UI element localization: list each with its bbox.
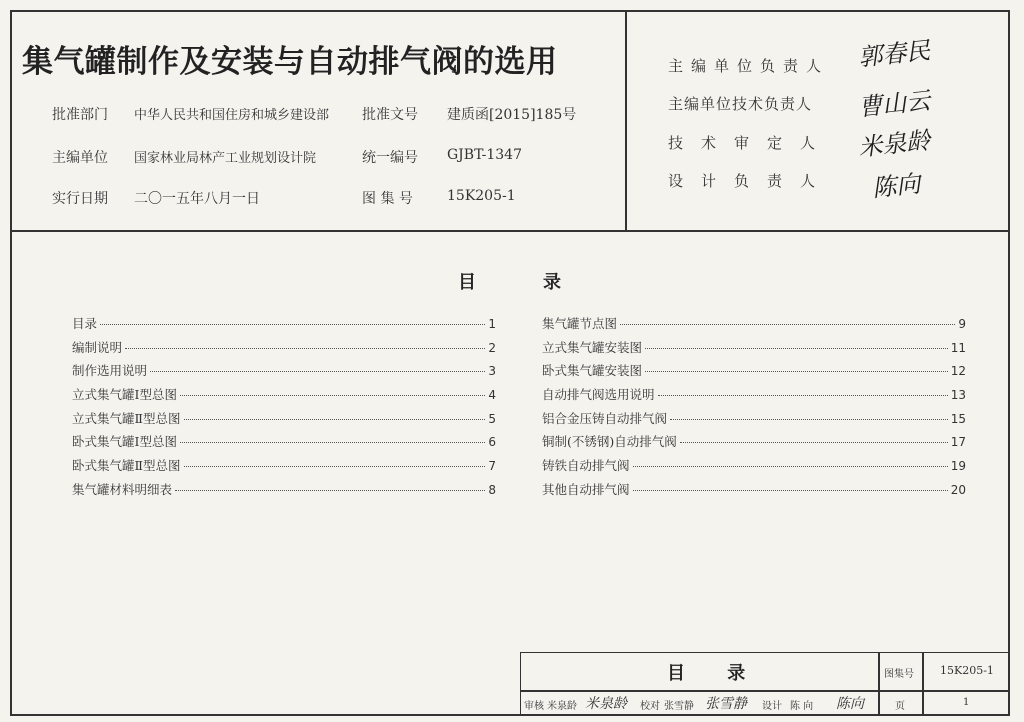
toc-item[interactable]: 铝合金压铸自动排气阀 15 [542,410,966,426]
title-block-title: 目 录 [667,663,764,684]
toc-heading-left: 目 [458,272,476,293]
atlas-number: 15K205-1 [940,664,994,677]
toc-column-left [72,314,496,504]
page-number: 1 [963,697,970,708]
check-signature: 张雪静 [705,696,747,712]
toc-item[interactable]: 目录 1 [72,316,496,331]
design-label: 设计 [762,701,782,712]
compiler-label: 主编单位 [52,150,108,166]
design-signature: 陈向 [836,696,864,712]
header-column-divider [625,10,627,231]
signature: 郭春民 [856,36,932,72]
toc-item[interactable]: 立式集气罐Ⅱ型总图 5 [72,410,496,426]
toc-heading-right: 录 [543,272,561,293]
approving-dept: 中华人民共和国住房和城乡建设部 [134,108,330,123]
page-title: 集气罐制作及安装与自动排气阀的选用 [22,44,558,80]
design-name: 陈 向 [790,701,814,712]
signature: 曹山云 [856,86,932,122]
toc-item[interactable]: 立式集气罐安装图 11 [542,339,966,355]
approval-no: 建质函[2015]185号 [447,107,577,123]
atlas-no-label: 图 集 号 [362,191,413,207]
responsible-role: 主编单位技术负责人 [668,95,813,113]
toc-item[interactable]: 其他自动排气阀 20 [542,481,966,497]
toc-item[interactable]: 集气罐材料明细表 8 [72,481,496,497]
title-block-divider [878,652,880,716]
responsible-role: 主编单位负责人 [668,57,830,75]
toc-item[interactable]: 卧式集气罐Ⅱ型总图 7 [72,458,496,474]
review-name: 米泉龄 [547,701,577,712]
toc-item[interactable]: 集气罐节点图 9 [542,316,966,331]
effective-date: 二〇一五年八月一日 [134,191,260,207]
toc-item[interactable]: 自动排气阀选用说明 13 [542,387,966,403]
unified-no-label: 统一编号 [362,150,418,166]
unified-no: GJBT-1347 [447,147,522,163]
effective-label: 实行日期 [52,191,108,207]
atlas-no: 15K205-1 [447,188,516,204]
title-block-divider [520,690,1010,692]
compiler: 国家林业局林产工业规划设计院 [134,151,317,166]
header-divider [10,230,1010,232]
page-label: 页 [895,701,905,712]
toc-item[interactable]: 铸铁自动排气阀 19 [542,458,966,474]
toc-item[interactable]: 卧式集气罐安装图 12 [542,363,966,379]
toc-item[interactable]: 制作选用说明 3 [72,363,496,379]
toc-item[interactable]: 铜制(不锈钢)自动排气阀 17 [542,434,966,450]
toc-column-right [542,314,966,504]
check-name: 张雪静 [664,701,694,712]
toc-item[interactable]: 立式集气罐Ⅰ型总图 4 [72,387,496,403]
check-label: 校对 [640,701,660,712]
toc-item[interactable]: 编制说明 2 [72,339,496,355]
signature: 米泉龄 [856,126,932,162]
atlas-label: 图集号 [884,669,914,680]
responsible-role: 技术审定人 [668,134,834,152]
signature: 陈向 [870,169,922,203]
responsible-role: 设计负责人 [668,172,834,190]
title-block-divider [922,652,924,716]
toc-item[interactable]: 卧式集气罐Ⅰ型总图 6 [72,434,496,450]
approving-dept-label: 批准部门 [52,107,108,123]
approval-no-label: 批准文号 [362,107,418,123]
review-signature: 米泉龄 [585,696,627,712]
review-label: 审核 [524,701,544,712]
